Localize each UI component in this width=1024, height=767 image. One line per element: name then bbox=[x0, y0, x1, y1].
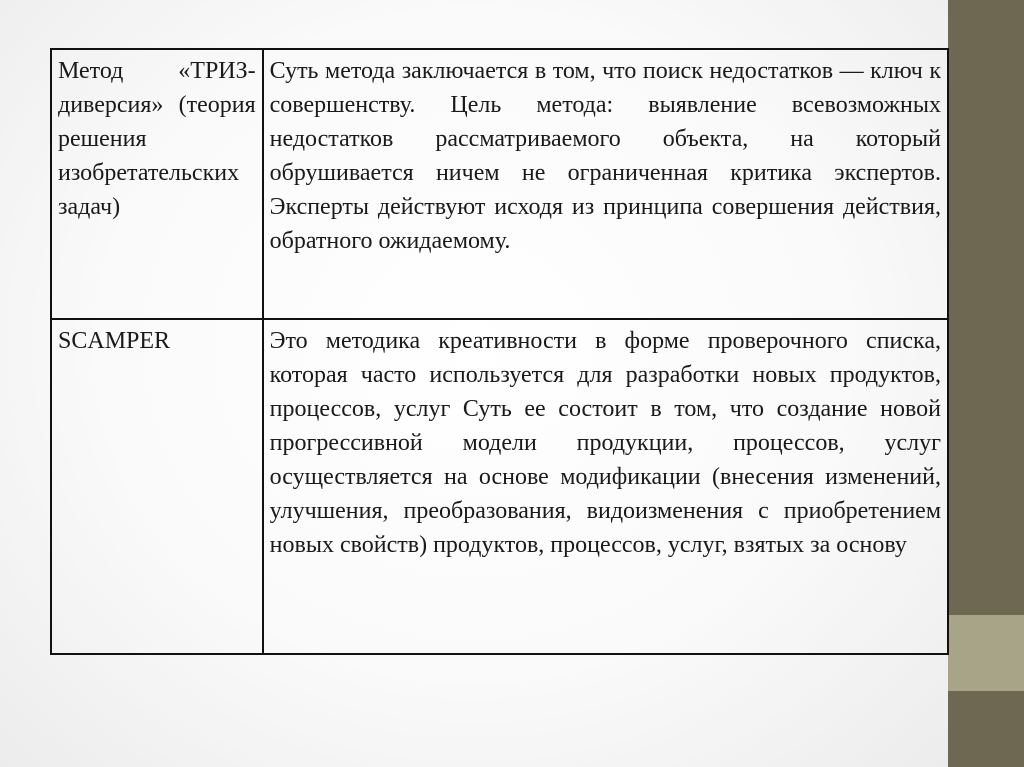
side-decor-accent bbox=[948, 615, 1024, 691]
method-name-cell bbox=[51, 49, 263, 319]
table-row bbox=[51, 319, 948, 654]
methods-table bbox=[50, 48, 949, 655]
method-name-cell bbox=[51, 319, 263, 654]
method-name: Метод «ТРИЗ-диверсия» (теория решения изобретательских задач) bbox=[58, 58, 256, 220]
table-row bbox=[51, 49, 948, 319]
method-description-cell bbox=[263, 319, 948, 654]
method-name: SCAMPER bbox=[58, 328, 171, 354]
method-description: Суть метода заключается в том, что поиск недостатков — ключ к совершенству. Цель метода: выявление всевозможных недостатков рассматриваемого объекта, на который обрушивается ничем не ограниченная критика экспертов. Эксперты действуют исходя из принципа совершения действия, обратного ожидаемому. bbox=[269, 58, 941, 254]
method-description-cell bbox=[263, 49, 948, 319]
method-description: Это методика креативности в форме проверочного списка, которая часто используется для разработки новых продуктов, процессов, услуг Суть ее состоит в том, что создание новой прогрессивной модели продукции, процессов, услуг осуществляется на основе модификации (внесения изменений, улучшения, преобразования, видоизменения с приобретением новых свойств) продуктов, процессов, услуг, взятых за основу bbox=[269, 328, 941, 558]
